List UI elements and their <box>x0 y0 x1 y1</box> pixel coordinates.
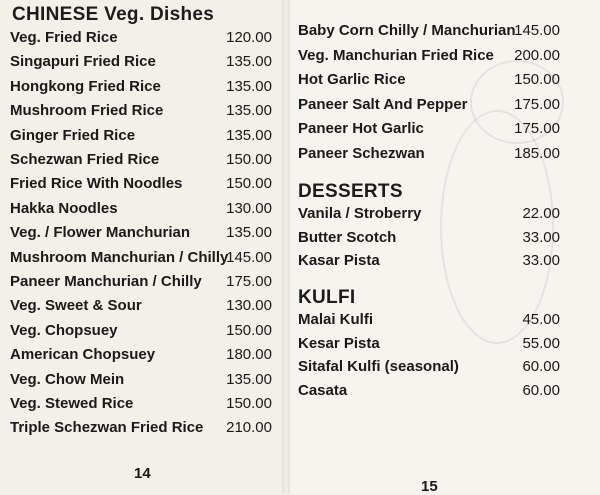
menu-item-name: Kasar Pista <box>298 252 380 269</box>
menu-item-name: Mushroom Manchurian / Chilly <box>10 248 229 266</box>
menu-item-name: Veg. / Flower Manchurian <box>10 224 191 242</box>
section-heading-desserts: DESSERTS <box>298 181 403 202</box>
menu-item-name: Malai Kulfi <box>298 311 374 328</box>
menu-item-name: Butter Scotch <box>298 228 397 246</box>
menu-item-name: Paneer Hot Garlic <box>298 120 424 137</box>
menu-item-name: Hongkong Fried Rice <box>10 77 161 95</box>
menu-item-price: 175.00 <box>514 120 560 137</box>
menu-item <box>10 76 272 98</box>
page-number-left: 14 <box>134 465 151 482</box>
menu-item <box>10 393 272 415</box>
menu-item-name: Schezwan Fried Rice <box>10 151 160 168</box>
menu-item-name: Veg. Chow Mein <box>10 370 125 388</box>
menu-item <box>10 247 272 269</box>
menu-item <box>10 344 272 366</box>
menu-item-name: Veg. Sweet & Sour <box>10 297 142 315</box>
menu-item-price: 150.00 <box>226 395 272 412</box>
menu-item <box>298 20 560 42</box>
menu-item-name: Veg. Fried Rice <box>10 29 118 46</box>
menu-item-price: 175.00 <box>514 95 560 113</box>
menu-item <box>10 125 272 147</box>
menu-item <box>298 45 560 67</box>
menu-item-price: 60.00 <box>522 381 560 399</box>
menu-item <box>298 250 560 272</box>
menu-item <box>10 100 272 122</box>
menu-item <box>298 380 560 402</box>
menu-item <box>10 27 272 49</box>
menu-item-name: American Chopsuey <box>10 346 156 364</box>
menu-item-price: 135.00 <box>226 53 272 71</box>
menu-item-price: 33.00 <box>522 252 560 269</box>
menu-item-price: 120.00 <box>226 29 272 46</box>
menu-item <box>298 227 560 249</box>
page-number-right: 15 <box>421 478 438 495</box>
menu-item <box>10 295 272 317</box>
menu-item <box>298 203 560 225</box>
menu-item-name: Triple Schezwan Fried Rice <box>10 419 204 437</box>
menu-item-name: Vanila / Stroberry <box>298 205 422 222</box>
menu-item <box>298 94 560 116</box>
menu-item-price: 45.00 <box>522 311 560 328</box>
menu-item <box>10 271 272 293</box>
menu-item <box>10 51 272 73</box>
menu-item <box>298 356 560 378</box>
menu-item-name: Mushroom Fried Rice <box>10 102 164 120</box>
menu-item-price: 135.00 <box>226 126 272 144</box>
menu-item-price: 145.00 <box>514 22 560 39</box>
menu-item <box>298 69 560 91</box>
menu-item-price: 60.00 <box>522 358 560 375</box>
menu-item-price: 210.00 <box>226 419 272 437</box>
menu-item-price: 55.00 <box>522 334 560 352</box>
menu-item-price: 145.00 <box>226 248 272 266</box>
section-heading-kulfi: KULFI <box>298 287 356 308</box>
menu-item-price: 175.00 <box>226 273 272 290</box>
menu-item-name: Paneer Schezwan <box>298 144 425 162</box>
menu-item-price: 150.00 <box>226 321 272 339</box>
menu-item-price: 135.00 <box>226 102 272 120</box>
menu-item-price: 150.00 <box>226 175 272 193</box>
menu-item-name: Sitafal Kulfi (seasonal) <box>298 358 459 375</box>
menu-item-name: Hot Garlic Rice <box>298 71 406 88</box>
menu-item-price: 200.00 <box>514 46 560 64</box>
section-heading-chinese: CHINESE Veg. Dishes <box>12 4 215 25</box>
menu-item-price: 180.00 <box>226 346 272 364</box>
menu-item-price: 135.00 <box>226 77 272 95</box>
menu-item-price: 150.00 <box>226 151 272 168</box>
menu-item-price: 22.00 <box>522 205 560 222</box>
menu-item <box>298 118 560 140</box>
menu-item-price: 33.00 <box>522 228 560 246</box>
menu-item-price: 130.00 <box>226 297 272 315</box>
menu-item-name: Veg. Stewed Rice <box>10 395 134 412</box>
menu-item-price: 135.00 <box>226 370 272 388</box>
menu-item-name: Fried Rice With Noodles <box>10 175 183 193</box>
menu-item <box>298 333 560 355</box>
menu-item-name: Paneer Manchurian / Chilly <box>10 273 202 290</box>
menu-item-name: Baby Corn Chilly / Manchurian <box>298 22 516 39</box>
menu-item-price: 130.00 <box>226 199 272 217</box>
menu-item-name: Ginger Fried Rice <box>10 126 136 144</box>
menu-item-name: Hakka Noodles <box>10 199 118 217</box>
menu-item-name: Kesar Pista <box>298 334 380 352</box>
menu-item <box>298 143 560 165</box>
menu-item <box>10 369 272 391</box>
menu-item <box>10 417 272 439</box>
menu-item-name: Paneer Salt And Pepper <box>298 95 468 113</box>
menu-item-price: 135.00 <box>226 224 272 242</box>
menu-item-name: Veg. Manchurian Fried Rice <box>298 46 494 64</box>
menu-item <box>10 173 272 195</box>
menu-item-name: Casata <box>298 381 348 399</box>
menu-item <box>298 309 560 331</box>
page-gutter <box>282 0 290 494</box>
menu-item-price: 185.00 <box>514 144 560 162</box>
menu-item <box>10 222 272 244</box>
menu-item <box>10 198 272 220</box>
menu-item <box>10 149 272 171</box>
menu-item-name: Singapuri Fried Rice <box>10 53 156 71</box>
menu-item <box>10 320 272 342</box>
menu-item-name: Veg. Chopsuey <box>10 321 118 339</box>
menu-item-price: 150.00 <box>514 71 560 88</box>
